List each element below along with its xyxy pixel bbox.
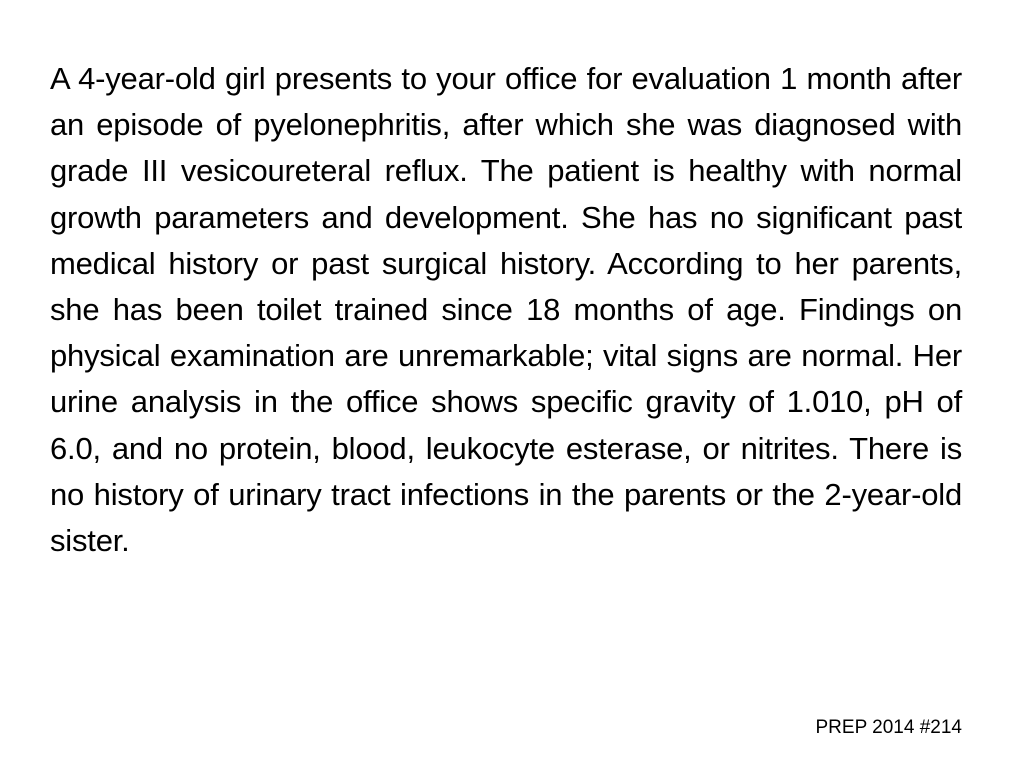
case-description-text: A 4-year-old girl presents to your office for evaluation 1 month after an episode of pyelonephritis, after which she was diagnosed with grade III vesicoureteral reflux. The patient is healthy with normal growth parameters and development. She has no significant past medical history or past surgical history. According to her parents, she has been toilet trained since 18 months of age. Findings on physical examination are unremarkable; vital signs are normal. Her urine analysis in the office shows specific gravity of 1.010, pH of 6.0, and no protein, blood, leukocyte esterase, or nitrites. There is no history of urinary tract infections in the parents or the 2-year-old sister. — [50, 61, 962, 559]
source-citation: PREP 2014 #214 — [815, 717, 962, 738]
